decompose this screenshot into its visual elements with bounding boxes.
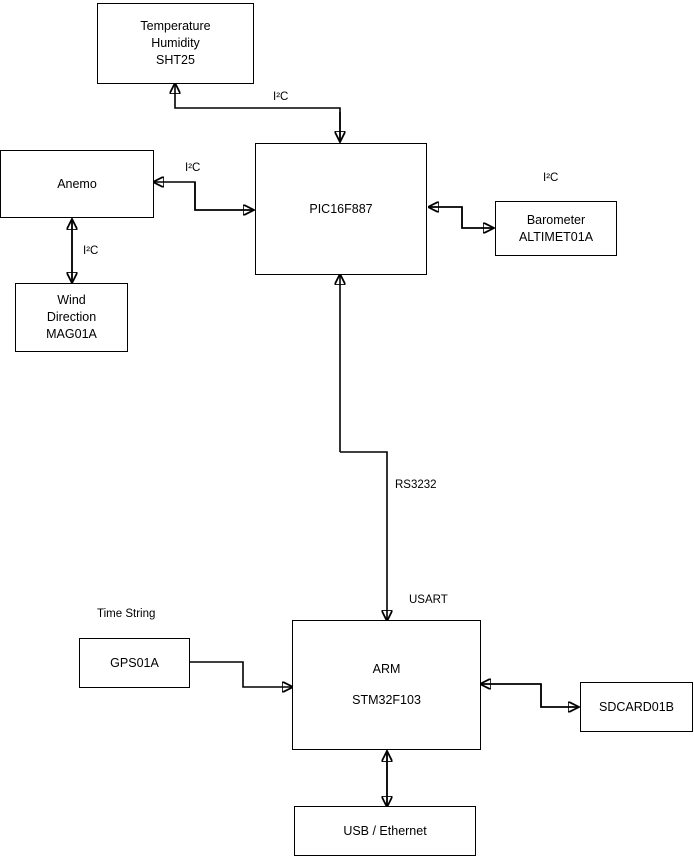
wire-arm-to-sdcard — [481, 684, 580, 707]
node-sdcard01b-label: SDCARD01B — [598, 699, 675, 714]
edge-label-i2c-barometer: I²C — [543, 172, 559, 184]
node-wind-direction-line-1: Wind — [57, 293, 86, 307]
node-sht25-line-3: SHT25 — [156, 53, 195, 67]
edge-label-i2c-wind-direction: I²C — [83, 245, 99, 257]
node-anemo[interactable] — [0, 150, 154, 218]
node-sdcard01b[interactable] — [580, 682, 693, 732]
node-gps01a-label: GPS01A — [110, 655, 159, 670]
wire-pic-to-anemo — [154, 182, 255, 210]
edge-label-time-string: Time String — [97, 608, 156, 620]
node-sht25-line-1: Temperature — [140, 19, 211, 33]
edge-label-i2c-sht25: I²C — [273, 91, 289, 103]
edge-label-i2c-anemo: I²C — [185, 162, 201, 174]
node-usb-ethernet-label: USB / Ethernet — [343, 823, 427, 838]
node-anemo-label: Anemo — [57, 176, 97, 191]
wire-pic-to-arm — [340, 452, 387, 620]
wire-sdcard-to-arm — [481, 684, 578, 707]
node-sht25-line-2: Humidity — [151, 36, 200, 50]
wire-barometer-to-pic — [429, 207, 493, 228]
edge-label-usart: USART — [409, 594, 448, 606]
node-wind-direction-line-2: Direction — [46, 310, 97, 324]
wire-pic-to-barometer — [429, 207, 495, 228]
node-pic16f887-label: PIC16F887 — [309, 201, 373, 216]
node-pic16f887[interactable] — [255, 143, 427, 275]
node-wind-direction[interactable] — [15, 283, 128, 352]
node-gps01a[interactable] — [79, 638, 190, 688]
edge-label-rs3232: RS3232 — [395, 479, 437, 491]
node-sht25[interactable] — [97, 3, 254, 84]
node-arm-stm32f103[interactable] — [292, 620, 481, 750]
node-barometer-line-2: ALTIMET01A — [518, 229, 594, 244]
wire-gps-to-arm — [190, 662, 292, 687]
node-barometer-line-1: Barometer — [526, 212, 586, 227]
node-barometer[interactable] — [495, 201, 617, 256]
wire-pic-to-sht25 — [175, 84, 340, 143]
node-usb-ethernet[interactable] — [294, 806, 476, 856]
node-arm-line-2: STM32F103 — [352, 693, 421, 707]
node-wind-direction-line-3: MAG01A — [46, 327, 97, 341]
node-arm-line-1: ARM — [372, 662, 401, 676]
wire-anemo-to-pic — [195, 182, 253, 210]
